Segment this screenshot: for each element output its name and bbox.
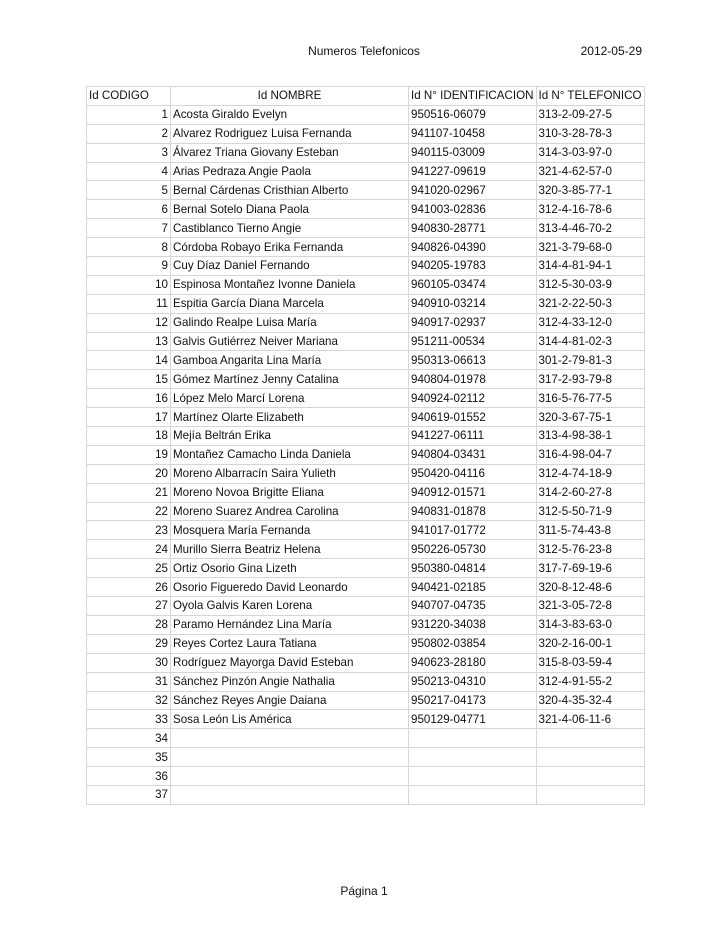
cell-telefono: 316-4-98-04-7 (536, 445, 644, 464)
cell-telefono: 317-7-69-19-6 (536, 559, 644, 578)
cell-telefono: 321-4-06-11-6 (536, 710, 644, 729)
cell-codigo: 5 (87, 181, 171, 200)
cell-codigo: 3 (87, 143, 171, 162)
column-header-telefono: Id N° TELEFONICO (536, 87, 644, 106)
table-row (87, 672, 645, 691)
cell-codigo: 11 (87, 294, 171, 313)
cell-identificacion: 950226-05730 (409, 540, 537, 559)
cell-nombre: Mosquera María Fernanda (171, 521, 409, 540)
cell-codigo: 14 (87, 351, 171, 370)
cell-telefono: 312-5-76-23-8 (536, 540, 644, 559)
cell-telefono (536, 767, 644, 786)
cell-nombre: Córdoba Robayo Erika Fernanda (171, 238, 409, 257)
cell-codigo: 2 (87, 124, 171, 143)
cell-nombre: Castiblanco Tierno Angie (171, 219, 409, 238)
table-row (87, 351, 645, 370)
cell-nombre: Alvarez Rodriguez Luisa Fernanda (171, 124, 409, 143)
cell-identificacion: 940912-01571 (409, 483, 537, 502)
cell-identificacion (409, 785, 537, 804)
cell-telefono: 320-2-16-00-1 (536, 634, 644, 653)
cell-nombre: Rodríguez Mayorga David Esteban (171, 653, 409, 672)
cell-codigo: 34 (87, 729, 171, 748)
cell-codigo: 13 (87, 332, 171, 351)
page-number: Página 1 (340, 884, 388, 898)
table-row (87, 710, 645, 729)
cell-codigo: 24 (87, 540, 171, 559)
cell-telefono: 314-3-83-63-0 (536, 615, 644, 634)
cell-nombre: Acosta Giraldo Evelyn (171, 105, 409, 124)
cell-telefono (536, 748, 644, 767)
cell-telefono (536, 729, 644, 748)
cell-telefono: 316-5-76-77-5 (536, 389, 644, 408)
phone-table (86, 86, 645, 805)
cell-nombre: Sánchez Reyes Angie Daiana (171, 691, 409, 710)
cell-codigo: 15 (87, 370, 171, 389)
cell-identificacion: 940831-01878 (409, 502, 537, 521)
cell-identificacion: 940205-19783 (409, 257, 537, 276)
cell-nombre (171, 729, 409, 748)
cell-codigo: 7 (87, 219, 171, 238)
cell-codigo: 9 (87, 257, 171, 276)
cell-nombre: Murillo Sierra Beatriz Helena (171, 540, 409, 559)
cell-identificacion: 950516-06079 (409, 105, 537, 124)
cell-codigo: 18 (87, 427, 171, 446)
table-header-row (87, 87, 645, 106)
cell-identificacion: 941017-01772 (409, 521, 537, 540)
cell-nombre: Moreno Suarez Andrea Carolina (171, 502, 409, 521)
cell-codigo: 26 (87, 578, 171, 597)
cell-nombre: Reyes Cortez Laura Tatiana (171, 634, 409, 653)
cell-codigo: 12 (87, 313, 171, 332)
table-row (87, 464, 645, 483)
cell-nombre: Oyola Galvis Karen Lorena (171, 597, 409, 616)
cell-identificacion: 941003-02836 (409, 200, 537, 219)
table-row (87, 105, 645, 124)
cell-nombre: Martínez Olarte Elizabeth (171, 408, 409, 427)
table-row (87, 785, 645, 804)
table-row (87, 427, 645, 446)
table-row (87, 691, 645, 710)
cell-telefono: 312-5-50-71-9 (536, 502, 644, 521)
table-row (87, 219, 645, 238)
cell-codigo: 30 (87, 653, 171, 672)
column-header-identificacion: Id N° IDENTIFICACION (409, 87, 537, 106)
cell-telefono: 321-3-79-68-0 (536, 238, 644, 257)
cell-nombre (171, 748, 409, 767)
table-row (87, 332, 645, 351)
cell-codigo: 32 (87, 691, 171, 710)
report-title: Numeros Telefonicos (308, 44, 420, 58)
cell-identificacion: 951211-00534 (409, 332, 537, 351)
table-row (87, 540, 645, 559)
cell-identificacion (409, 767, 537, 786)
cell-identificacion (409, 748, 537, 767)
cell-telefono: 314-3-03-97-0 (536, 143, 644, 162)
cell-identificacion: 940924-02112 (409, 389, 537, 408)
cell-telefono: 320-3-85-77-1 (536, 181, 644, 200)
cell-codigo: 23 (87, 521, 171, 540)
cell-identificacion: 941227-09619 (409, 162, 537, 181)
cell-codigo: 20 (87, 464, 171, 483)
cell-telefono: 312-4-33-12-0 (536, 313, 644, 332)
cell-telefono: 301-2-79-81-3 (536, 351, 644, 370)
cell-telefono: 321-2-22-50-3 (536, 294, 644, 313)
cell-codigo: 33 (87, 710, 171, 729)
cell-codigo: 10 (87, 275, 171, 294)
cell-nombre: Bernal Sotelo Diana Paola (171, 200, 409, 219)
cell-nombre: Moreno Albarracín Saira Yulieth (171, 464, 409, 483)
table-row (87, 238, 645, 257)
cell-identificacion: 940619-01552 (409, 408, 537, 427)
table-row (87, 483, 645, 502)
cell-codigo: 6 (87, 200, 171, 219)
cell-identificacion: 950380-04814 (409, 559, 537, 578)
cell-nombre: Sosa León Lis América (171, 710, 409, 729)
table-row (87, 653, 645, 672)
cell-nombre: Ortiz Osorio Gina Lizeth (171, 559, 409, 578)
cell-telefono: 312-4-16-78-6 (536, 200, 644, 219)
report-date: 2012-05-29 (580, 44, 642, 58)
cell-codigo: 4 (87, 162, 171, 181)
cell-nombre: Galvis Gutiérrez Neiver Mariana (171, 332, 409, 351)
cell-telefono: 312-4-74-18-9 (536, 464, 644, 483)
cell-identificacion (409, 729, 537, 748)
table-row (87, 257, 645, 276)
table-body (87, 105, 645, 804)
cell-identificacion: 940910-03214 (409, 294, 537, 313)
table-row (87, 275, 645, 294)
table-row (87, 559, 645, 578)
cell-identificacion: 940623-28180 (409, 653, 537, 672)
cell-telefono: 320-8-12-48-6 (536, 578, 644, 597)
cell-telefono: 313-4-98-38-1 (536, 427, 644, 446)
table-row (87, 445, 645, 464)
cell-identificacion: 940804-01978 (409, 370, 537, 389)
cell-identificacion: 931220-34038 (409, 615, 537, 634)
cell-telefono: 311-5-74-43-8 (536, 521, 644, 540)
cell-identificacion: 940830-28771 (409, 219, 537, 238)
table-row (87, 408, 645, 427)
cell-nombre: Bernal Cárdenas Cristhian Alberto (171, 181, 409, 200)
cell-codigo: 17 (87, 408, 171, 427)
cell-identificacion: 940115-03009 (409, 143, 537, 162)
table-row (87, 143, 645, 162)
cell-codigo: 25 (87, 559, 171, 578)
cell-nombre: Álvarez Triana Giovany Esteban (171, 143, 409, 162)
cell-nombre: Montañez Camacho Linda Daniela (171, 445, 409, 464)
cell-identificacion: 950802-03854 (409, 634, 537, 653)
cell-telefono: 310-3-28-78-3 (536, 124, 644, 143)
cell-nombre: Galindo Realpe Luisa María (171, 313, 409, 332)
cell-nombre (171, 767, 409, 786)
table-row (87, 181, 645, 200)
table-row (87, 578, 645, 597)
cell-telefono (536, 785, 644, 804)
column-header-nombre: Id NOMBRE (171, 87, 409, 106)
cell-identificacion: 940917-02937 (409, 313, 537, 332)
cell-telefono: 314-4-81-02-3 (536, 332, 644, 351)
cell-telefono: 320-4-35-32-4 (536, 691, 644, 710)
cell-identificacion: 950129-04771 (409, 710, 537, 729)
cell-identificacion: 941020-02967 (409, 181, 537, 200)
cell-identificacion: 950420-04116 (409, 464, 537, 483)
cell-codigo: 16 (87, 389, 171, 408)
table-row (87, 521, 645, 540)
table-row (87, 313, 645, 332)
cell-identificacion: 950217-04173 (409, 691, 537, 710)
cell-nombre: Espitia García Diana Marcela (171, 294, 409, 313)
cell-telefono: 314-4-81-94-1 (536, 257, 644, 276)
cell-nombre: Sánchez Pinzón Angie Nathalia (171, 672, 409, 691)
cell-codigo: 31 (87, 672, 171, 691)
cell-nombre (171, 785, 409, 804)
cell-identificacion: 941227-06111 (409, 427, 537, 446)
cell-identificacion: 960105-03474 (409, 275, 537, 294)
cell-codigo: 19 (87, 445, 171, 464)
cell-identificacion: 940707-04735 (409, 597, 537, 616)
cell-codigo: 8 (87, 238, 171, 257)
cell-identificacion: 941107-10458 (409, 124, 537, 143)
cell-telefono: 314-2-60-27-8 (536, 483, 644, 502)
cell-identificacion: 950313-06613 (409, 351, 537, 370)
cell-codigo: 27 (87, 597, 171, 616)
cell-telefono: 313-4-46-70-2 (536, 219, 644, 238)
cell-nombre: Cuy Díaz Daniel Fernando (171, 257, 409, 276)
cell-telefono: 313-2-09-27-5 (536, 105, 644, 124)
cell-telefono: 312-4-91-55-2 (536, 672, 644, 691)
cell-codigo: 29 (87, 634, 171, 653)
cell-codigo: 22 (87, 502, 171, 521)
table-row (87, 124, 645, 143)
table-row (87, 294, 645, 313)
table-row (87, 502, 645, 521)
cell-nombre: Osorio Figueredo David Leonardo (171, 578, 409, 597)
cell-nombre: Mejía Beltrán Erika (171, 427, 409, 446)
cell-telefono: 312-5-30-03-9 (536, 275, 644, 294)
cell-nombre: Gómez Martínez Jenny Catalina (171, 370, 409, 389)
cell-telefono: 321-4-62-57-0 (536, 162, 644, 181)
cell-codigo: 35 (87, 748, 171, 767)
cell-nombre: Gamboa Angarita Lina María (171, 351, 409, 370)
cell-telefono: 320-3-67-75-1 (536, 408, 644, 427)
table-row (87, 597, 645, 616)
cell-identificacion: 940804-03431 (409, 445, 537, 464)
table-row (87, 729, 645, 748)
table-row (87, 748, 645, 767)
column-header-codigo: Id CODIGO (87, 87, 171, 106)
table-row (87, 615, 645, 634)
table-row (87, 162, 645, 181)
table-row (87, 767, 645, 786)
cell-nombre: Paramo Hernández Lina María (171, 615, 409, 634)
table-row (87, 634, 645, 653)
cell-codigo: 28 (87, 615, 171, 634)
cell-identificacion: 940826-04390 (409, 238, 537, 257)
cell-telefono: 315-8-03-59-4 (536, 653, 644, 672)
cell-identificacion: 950213-04310 (409, 672, 537, 691)
cell-telefono: 317-2-93-79-8 (536, 370, 644, 389)
cell-nombre: López Melo Marcí Lorena (171, 389, 409, 408)
table-row (87, 370, 645, 389)
table-row (87, 389, 645, 408)
cell-codigo: 37 (87, 785, 171, 804)
table-row (87, 200, 645, 219)
cell-nombre: Moreno Novoa Brigitte Eliana (171, 483, 409, 502)
cell-nombre: Arias Pedraza Angie Paola (171, 162, 409, 181)
cell-codigo: 36 (87, 767, 171, 786)
cell-codigo: 21 (87, 483, 171, 502)
cell-nombre: Espinosa Montañez Ivonne Daniela (171, 275, 409, 294)
cell-identificacion: 940421-02185 (409, 578, 537, 597)
cell-telefono: 321-3-05-72-8 (536, 597, 644, 616)
cell-codigo: 1 (87, 105, 171, 124)
